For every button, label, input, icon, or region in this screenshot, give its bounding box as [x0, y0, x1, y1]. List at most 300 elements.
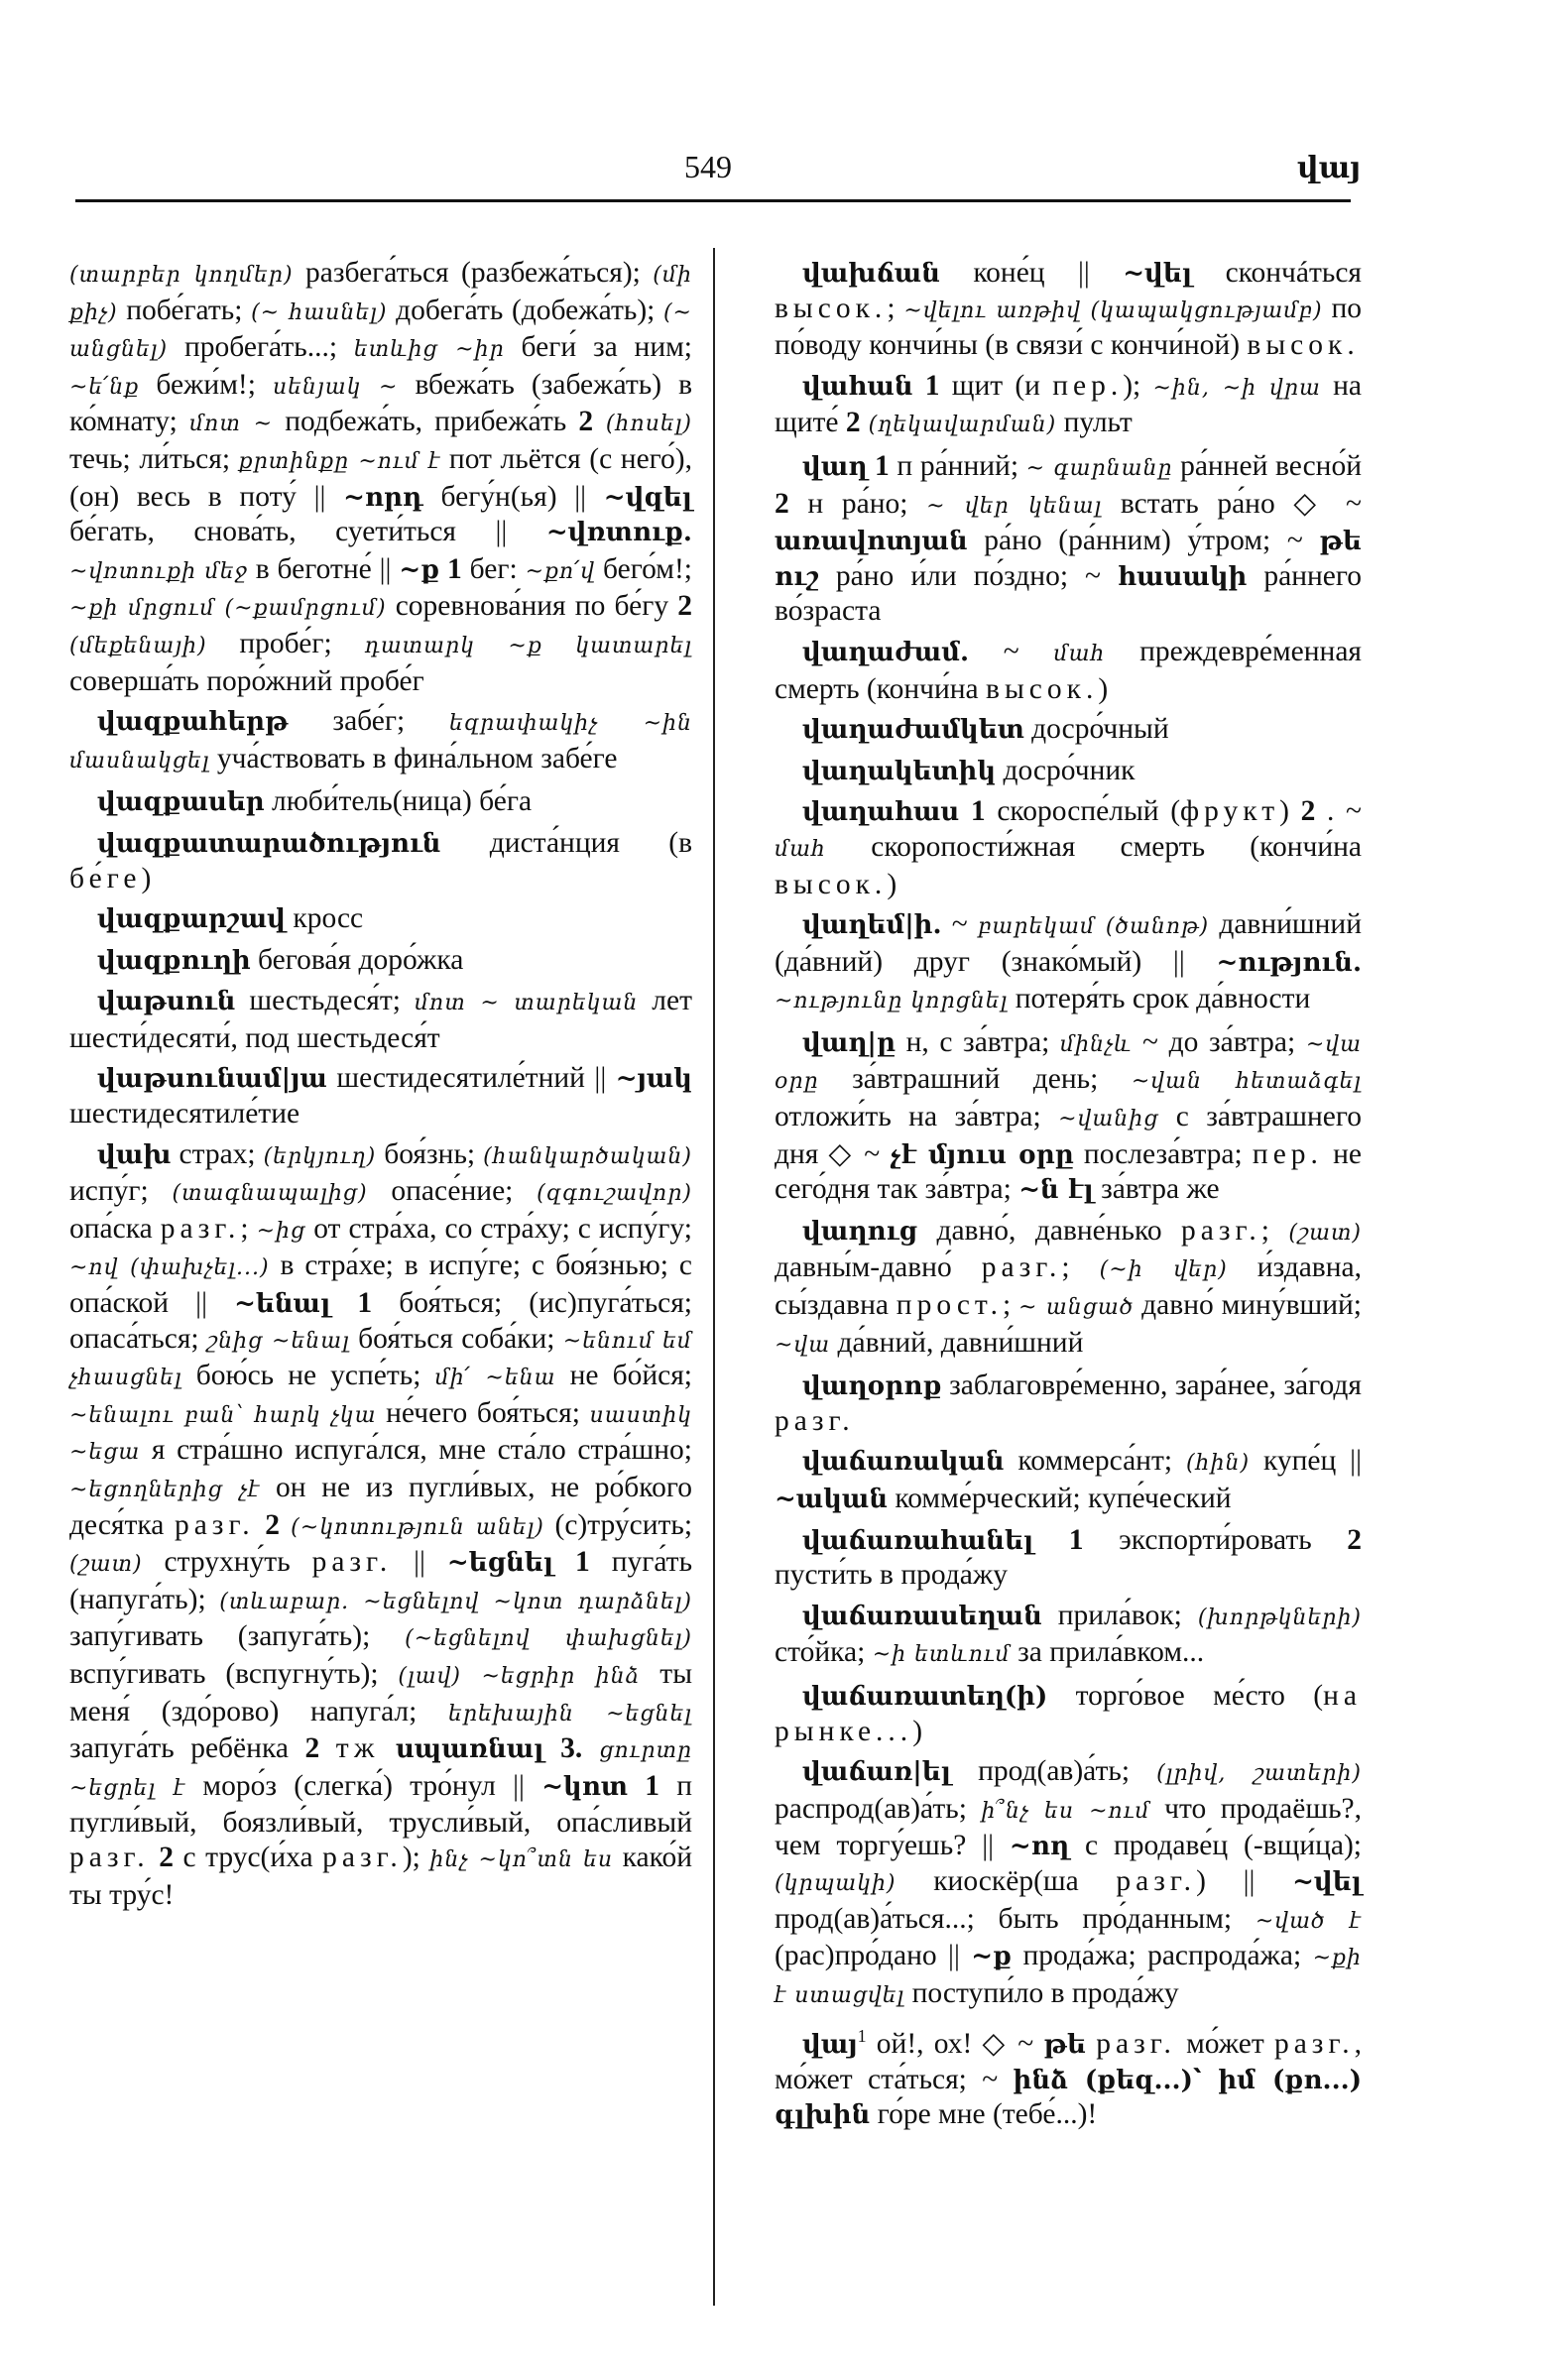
- russian-translation: бе́гать, снова́ть, суети́ться ||: [69, 516, 546, 548]
- headword: ~որդ: [343, 482, 423, 513]
- dictionary-entry: [775, 256, 1362, 363]
- headword: վաղաժամկետ: [802, 715, 1024, 746]
- armenian-example: (կրպակի): [775, 1870, 897, 1896]
- russian-translation: мо́жет: [1175, 2028, 1274, 2061]
- russian-translation: беги́ за ним;: [504, 331, 692, 364]
- usage-label: разг.: [322, 1841, 403, 1873]
- dictionary-entry: [775, 907, 1362, 1019]
- armenian-example: ~վա: [775, 1332, 831, 1358]
- russian-translation: вбежа́ть (забежа́ть) в ко́мнату;: [69, 368, 692, 438]
- left-column: [69, 256, 692, 1912]
- russian-translation: за́втра же: [1093, 1173, 1220, 1206]
- russian-translation: бою́сь не успе́ть;: [181, 1360, 435, 1392]
- armenian-example: ի՞նչ ես ~ում: [981, 1798, 1150, 1824]
- russian-translation: не сего́дня так за́втра;: [775, 1137, 1362, 1206]
- russian-translation: , мо́жет ста́ться; ~: [775, 2028, 1362, 2095]
- russian-translation: ;: [887, 292, 904, 324]
- armenian-example: (ղեկավարման): [860, 413, 1057, 438]
- armenian-example: (մի քիչ): [69, 263, 692, 325]
- russian-translation: за прила́вком...: [1010, 1636, 1205, 1669]
- russian-translation: пусти́ть в прода́жу: [775, 1559, 1009, 1592]
- armenian-example: ~վելու առթիվ (կապակցությամբ): [903, 298, 1323, 323]
- armenian-example: սաստիկ ~եցա: [69, 1402, 692, 1466]
- russian-translation: (с)тру́сить;: [543, 1508, 693, 1541]
- russian-translation: ;: [240, 1212, 257, 1245]
- russian-translation: ): [912, 1715, 923, 1747]
- russian-translation: с за́втрашнего дня ◇ ~: [775, 1101, 1363, 1170]
- armenian-example: ինչ ~կո՞տն ես: [429, 1846, 614, 1872]
- dictionary-entry: [775, 635, 1362, 706]
- armenian-example: (~ի վեր): [1099, 1257, 1228, 1283]
- russian-translation: течь; ли́ться;: [69, 442, 239, 475]
- headword: սպառնալ: [395, 1734, 544, 1765]
- armenian-example: շնից ~ենալ: [206, 1328, 350, 1354]
- russian-translation: давни́шний (да́вний) друг (знако́мый) ||: [775, 908, 1362, 978]
- usage-label: на рынке...: [775, 1679, 1362, 1747]
- russian-translation: с трус(и́ха: [173, 1841, 323, 1873]
- dictionary-entry: [69, 984, 692, 1055]
- dictionary-entry: [775, 1599, 1362, 1673]
- russian-translation: и́здавна, сы́здавна: [775, 1251, 1362, 1322]
- russian-translation: досро́чный: [1023, 713, 1169, 746]
- dictionary-entry: [775, 1679, 1362, 1748]
- headword: ինձ (քեզ...)՝ իմ (քո...) գլխին: [775, 2065, 1362, 2131]
- armenian-example: (երկյուղ): [263, 1143, 377, 1169]
- headword: վահան: [802, 371, 913, 402]
- russian-translation: встать ра́но ◇ ~: [1102, 487, 1362, 520]
- headword: վաճառատեղ(ի): [802, 1681, 1048, 1712]
- armenian-example: ~քի մրցում (~քամրցում): [69, 596, 387, 622]
- dictionary-entry: [775, 1214, 1362, 1363]
- russian-translation: н ра́но;: [788, 487, 927, 520]
- sense-number: 2: [677, 590, 692, 623]
- russian-translation: скончáться: [1192, 257, 1362, 289]
- armenian-example: (լավ) ~եցրիր ինձ: [398, 1663, 641, 1689]
- russian-translation: скороспе́лый (: [985, 795, 1181, 828]
- dictionary-entry: [775, 1523, 1362, 1593]
- russian-translation: ): [1279, 795, 1301, 828]
- armenian-example: երեխային ~եցնել: [448, 1701, 693, 1726]
- headword: վաղօրոք: [802, 1371, 942, 1402]
- russian-translation: комме́рческий; купе́ческий: [888, 1483, 1232, 1514]
- usage-label: разг.: [69, 1841, 150, 1873]
- russian-translation: с продаве́ц (-вщи́ца);: [1069, 1830, 1363, 1862]
- russian-translation: в беготне́ ||: [247, 552, 400, 585]
- sense-number: 1: [627, 1769, 659, 1802]
- usage-label: разг.: [775, 1404, 855, 1437]
- headword: ~ական: [775, 1485, 889, 1514]
- dictionary-entry: [775, 1368, 1362, 1438]
- headword: թե ուշ: [775, 527, 1362, 592]
- armenian-example: ~քո՛վ: [525, 558, 596, 584]
- headword: վաղ: [802, 451, 868, 482]
- armenian-example: քրտինքը ~ում է: [238, 448, 441, 474]
- armenian-example: ~ությունը կորցնել: [775, 989, 1009, 1014]
- armenian-example: մոտ ~ տարեկան: [414, 991, 639, 1016]
- russian-translation: моро́з (слегка́) тро́нул ||: [185, 1769, 542, 1802]
- page-number: 549: [684, 149, 732, 184]
- armenian-example: ~ենալու բան՝ հարկ չկա: [69, 1402, 377, 1428]
- russian-translation: п пугли́вый, боязли́вый, трусли́вый, опа́сливый: [69, 1769, 692, 1840]
- russian-translation: . ~: [1315, 795, 1363, 828]
- russian-translation: ~: [941, 908, 978, 941]
- russian-translation: щит (и: [939, 369, 1053, 402]
- russian-translation: он не из пугли́вых, не ро́бкого деся́тка: [69, 1472, 692, 1541]
- sense-number: 2: [1347, 1523, 1362, 1556]
- russian-translation: преждевре́менная смерть (кончи́на: [775, 635, 1362, 705]
- usage-label: пер.: [1052, 369, 1124, 402]
- header-rule: [75, 199, 1351, 202]
- russian-translation: досро́чник: [996, 754, 1136, 786]
- armenian-example: ~ վեր կենալ: [926, 493, 1103, 519]
- armenian-example: ~ին, ~ի վրա: [1152, 375, 1321, 401]
- russian-translation: на щите́: [775, 369, 1362, 439]
- russian-translation: ): [141, 862, 152, 894]
- usage-label: разг.: [1096, 2028, 1176, 2061]
- headword: վաճառահանել: [802, 1525, 1034, 1556]
- armenian-example: մահ: [775, 836, 827, 862]
- russian-translation: ||: [392, 1546, 447, 1579]
- sense-number: 2: [775, 487, 789, 520]
- russian-translation: страх;: [171, 1137, 264, 1170]
- russian-translation: бегу́н(ья) ||: [422, 480, 604, 513]
- russian-translation: вспу́гивать (вспугну́ть);: [69, 1657, 399, 1690]
- armenian-example: (տագնապալից): [172, 1181, 368, 1207]
- russian-translation: ты меня́ (здо́рово) напуга́л;: [69, 1657, 693, 1727]
- russian-translation: пробега́ть...;: [168, 331, 354, 364]
- usage-label: тж: [335, 1732, 380, 1765]
- armenian-example: (~եցնելով փախցնել): [405, 1626, 693, 1652]
- russian-translation: );: [1123, 369, 1153, 402]
- dictionary-entry: [775, 2019, 1362, 2133]
- armenian-example: մոտ ~: [189, 412, 274, 437]
- russian-translation: уча́ствовать в фина́льном забе́ге: [209, 742, 618, 774]
- russian-translation: забе́г;: [288, 705, 450, 738]
- russian-translation: киоскёр(ша: [896, 1864, 1117, 1897]
- headword: ~ություն.: [1216, 947, 1362, 978]
- dictionary-entry: [775, 1444, 1362, 1516]
- dictionary-entry: [69, 901, 692, 937]
- russian-translation: ра́но и́ли по́здно; ~: [818, 559, 1118, 592]
- russian-translation: скоропости́жная смерть (кончи́на: [826, 830, 1362, 863]
- russian-translation: лет шести́десяти́, под шестьдеся́т: [69, 985, 692, 1054]
- dictionary-entry: [775, 1025, 1362, 1208]
- armenian-example: (~ անցնել): [69, 299, 692, 363]
- headword: չէ մյուս օրը: [890, 1139, 1074, 1170]
- headword: ~ք: [971, 1942, 1013, 1972]
- russian-translation: опасе́ние;: [367, 1175, 538, 1208]
- armenian-example: ~վան հետաձգել: [1131, 1069, 1363, 1095]
- armenian-example: ~ից: [256, 1218, 306, 1244]
- russian-translation: [319, 1732, 336, 1764]
- russian-translation: подбежа́ть, прибежа́ть: [273, 406, 579, 438]
- sense-number: 2: [304, 1732, 320, 1765]
- armenian-example: բարեկամ (ծանոթ): [977, 914, 1210, 940]
- headword: վաթսուն: [97, 987, 236, 1017]
- usage-label: фрукт: [1180, 795, 1280, 828]
- russian-translation: н, с за́втра;: [895, 1025, 1060, 1058]
- armenian-example: ~ անցած: [1018, 1295, 1135, 1321]
- russian-translation: боя́знь;: [376, 1137, 484, 1170]
- russian-translation: торго́вое ме́сто (: [1047, 1679, 1324, 1712]
- sense-number: 2: [845, 407, 861, 439]
- headword: վազքահերթ: [97, 707, 289, 738]
- usage-label: высок.: [1247, 329, 1360, 362]
- russian-translation: распрод(ав)а́ть;: [775, 1792, 982, 1825]
- headword: թե: [1043, 2030, 1087, 2061]
- sense-number: 1: [330, 1287, 373, 1320]
- armenian-example: ~ գարնանը: [1025, 455, 1173, 481]
- dictionary-entry: [775, 754, 1362, 789]
- usage-label: высок.: [775, 292, 888, 324]
- headword: վաճառ|ել: [802, 1757, 952, 1788]
- headword: վազքասեր: [97, 787, 265, 818]
- sense-number: 1: [912, 369, 940, 402]
- russian-translation: п ра́нний;: [889, 449, 1026, 482]
- russian-translation: прод(ав)а́ть;: [951, 1755, 1157, 1788]
- russian-translation: ;: [1002, 1289, 1019, 1322]
- russian-translation: шестидесятиле́тие: [69, 1098, 300, 1130]
- russian-translation: бежи́м!;: [139, 368, 273, 401]
- headword: վաթսունամ|յա: [97, 1064, 327, 1095]
- usage-label: разг.: [1273, 2028, 1355, 2061]
- russian-translation: послеза́втра;: [1073, 1137, 1253, 1170]
- russian-translation: [1086, 2028, 1096, 2060]
- armenian-example: (շատ): [1288, 1220, 1362, 1246]
- armenian-example: եզրափակիչ ~ին մասնակցել: [69, 711, 692, 774]
- armenian-example: (զգուշավոր): [537, 1181, 692, 1207]
- armenian-example: ~քի է ստացվել: [775, 1946, 1362, 2008]
- russian-translation: что продаёшь?, чем торгу́ешь? ||: [775, 1792, 1362, 1862]
- russian-translation: пуга́ть (напуга́ть);: [69, 1546, 693, 1615]
- russian-translation: отложи́ть на за́втра;: [775, 1101, 1059, 1133]
- russian-translation: поступи́ло в прода́жу: [904, 1976, 1179, 2009]
- headword: վաճառական: [802, 1447, 1005, 1478]
- headword: ~յակ: [615, 1064, 692, 1095]
- russian-translation: [379, 1732, 396, 1764]
- headword: վաղուց: [802, 1216, 917, 1247]
- dictionary-entry: [69, 704, 692, 778]
- russian-translation: прила́вок;: [1041, 1599, 1198, 1631]
- russian-translation: прод(ав)а́ться...; быть про́данным;: [775, 1902, 1256, 1935]
- russian-translation: купе́ц ||: [1250, 1445, 1362, 1478]
- dictionary-entry: [775, 369, 1362, 443]
- headword: ~կոտ: [541, 1771, 628, 1802]
- headword: ~եցնել: [446, 1548, 554, 1579]
- russian-translation: пульт: [1056, 407, 1133, 439]
- usage-label: бе́ге: [69, 862, 142, 894]
- armenian-example: ~եցողներից չէ: [69, 1478, 261, 1502]
- headword: վախճան: [802, 259, 940, 289]
- headword: վաղակետիկ: [802, 756, 997, 786]
- russian-translation: ра́ннего во́зраста: [775, 559, 1362, 628]
- russian-translation: люби́тель(ница) бе́га: [264, 785, 533, 818]
- headword: վաղ|ը: [802, 1027, 896, 1058]
- headword: վազքուղի: [97, 945, 251, 976]
- sense-number: 2: [254, 1508, 280, 1541]
- russian-translation: шестидесятиле́тний ||: [326, 1062, 616, 1095]
- russian-translation: давно́, давне́нько: [916, 1214, 1182, 1247]
- russian-translation: шестьдеся́т;: [235, 985, 415, 1017]
- russian-translation: боя́ться соба́ки;: [349, 1322, 563, 1355]
- sense-number: 2: [578, 406, 594, 438]
- russian-translation: запу́гивать (запуга́ть);: [69, 1620, 406, 1653]
- headword: ~վել: [1292, 1866, 1362, 1897]
- sense-number: 1: [1033, 1523, 1084, 1556]
- usage-label: высок.: [775, 868, 888, 900]
- armenian-example: (հանկարծական): [483, 1143, 693, 1169]
- armenian-example: սենյակ ~: [272, 374, 399, 400]
- headword: վազքատարածություն: [97, 828, 441, 859]
- dictionary-entry: [69, 784, 692, 820]
- russian-translation: не бо́йся;: [555, 1360, 692, 1392]
- russian-translation: кросс: [286, 902, 364, 935]
- sense-number: 1: [439, 552, 462, 585]
- usage-label: разг.: [160, 1212, 241, 1245]
- russian-translation: ): [1098, 672, 1109, 705]
- russian-translation: бегова́я доро́жка: [250, 943, 464, 976]
- russian-translation: разбега́ться (разбежа́ться);: [293, 257, 654, 289]
- headword: վաղեմ|ի.: [802, 910, 942, 941]
- armenian-example: դատարկ ~ք կատարել: [364, 633, 692, 658]
- armenian-example: մինչև: [1059, 1031, 1133, 1057]
- headword: վաղահաս: [802, 797, 960, 828]
- russian-translation: испу́г;: [69, 1175, 173, 1208]
- headword: հասակի: [1118, 561, 1248, 592]
- russian-translation: струхну́ть: [142, 1546, 312, 1579]
- armenian-example: (հին): [1185, 1451, 1251, 1477]
- armenian-example: ցուրտը ~եցրել է: [69, 1738, 693, 1801]
- armenian-example: (տևաբար. ~եցնելով ~կոտ դարձնել): [219, 1589, 692, 1614]
- russian-translation: коммерса́нт;: [1004, 1445, 1186, 1478]
- russian-translation: ): [887, 868, 897, 900]
- russian-translation: пот льётся (с него́), (он) весь в поту́ ||: [69, 442, 692, 513]
- armenian-example: ~վռտուքի մեջ: [69, 558, 248, 584]
- dictionary-entry: [775, 712, 1362, 748]
- headword: ~ող: [1009, 1832, 1070, 1862]
- russian-translation: боя́ться; (ис)пуга́ться; опаса́ться;: [69, 1287, 693, 1355]
- headword: վախ: [97, 1139, 172, 1170]
- armenian-example: (~ հասնել): [251, 299, 388, 325]
- russian-translation: давно́ мину́вший;: [1134, 1289, 1362, 1322]
- sense-number: 1: [553, 1546, 590, 1579]
- armenian-example: ~ենում եմ չհասցնել: [69, 1328, 693, 1391]
- russian-translation: экспорти́ровать: [1083, 1523, 1348, 1556]
- russian-translation: бег:: [461, 552, 526, 585]
- russian-translation: я стра́шно испуга́лся, мне ста́ло стра́шно;: [140, 1434, 692, 1467]
- headword: վազքարշավ: [97, 904, 286, 935]
- russian-translation: прода́жа; распрода́жа;: [1012, 1940, 1313, 1972]
- right-column: [775, 256, 1362, 2133]
- armenian-example: ~ված է: [1255, 1908, 1363, 1934]
- russian-translation: в стра́хе; в испу́ге; с боя́знью; с опа́ской ||: [69, 1250, 693, 1320]
- russian-translation: давны́м-давно́: [775, 1251, 982, 1284]
- headword: վայ: [802, 2030, 858, 2061]
- russian-translation: заблаговре́менно, зара́нее, за́годя: [941, 1369, 1362, 1402]
- armenian-example: (հոսել): [593, 412, 692, 437]
- russian-translation: соревнова́ния по бе́гу: [386, 590, 678, 623]
- russian-translation: да́вний, давни́шний: [830, 1326, 1084, 1359]
- russian-translation: ;: [1260, 1214, 1289, 1247]
- armenian-example: մահ: [1053, 641, 1106, 666]
- headword: ~ն էլ: [1018, 1175, 1094, 1206]
- armenian-example: (լրիվ, շատերի): [1156, 1761, 1362, 1787]
- armenian-example: մի՛ ~ենա: [434, 1366, 556, 1391]
- armenian-example: (տարբեր կողմեր): [69, 263, 294, 288]
- russian-translation: соверша́ть поро́жний пробе́г: [69, 664, 424, 697]
- armenian-example: ետևից ~իր: [353, 337, 505, 363]
- russian-translation: ~ до за́втра;: [1132, 1025, 1306, 1058]
- armenian-example: ~ի ետևում: [872, 1642, 1011, 1668]
- usage-label: разг.: [981, 1251, 1062, 1284]
- headword: առավոտյան: [775, 527, 968, 557]
- headword: ~վզել: [603, 482, 692, 513]
- usage-label: разг.: [311, 1546, 393, 1579]
- armenian-example: ~ով (փախչել...): [69, 1255, 270, 1281]
- headword: վաղաժամ.: [802, 637, 970, 667]
- dictionary-entry: [69, 1061, 692, 1130]
- russian-translation: за́втрашний день;: [818, 1063, 1132, 1096]
- russian-translation: ой!, ох! ◇ ~: [866, 2028, 1044, 2061]
- headword: ~ք: [399, 554, 440, 585]
- sense-number: 1: [959, 795, 986, 828]
- sense-number: 2: [149, 1841, 174, 1873]
- sense-number: 2: [1300, 795, 1316, 828]
- column-divider: [713, 248, 715, 2306]
- usage-label: разг.: [1181, 1214, 1261, 1247]
- armenian-example: ~ե՛նք: [69, 374, 140, 400]
- armenian-example: (խորթկների): [1197, 1605, 1362, 1630]
- russian-translation: );: [402, 1841, 430, 1873]
- russian-translation: опа́ска: [69, 1212, 161, 1245]
- dictionary-entry: [775, 449, 1362, 629]
- entry-continuation: [69, 256, 692, 698]
- usage-label: разг.: [174, 1508, 255, 1541]
- russian-translation: пробе́г;: [206, 627, 365, 659]
- sense-number: 3.: [543, 1732, 583, 1765]
- russian-translation: по по́воду кончи́ны (в связи́ с кончи́ной): [775, 292, 1362, 362]
- armenian-example: ~վանից: [1058, 1107, 1159, 1132]
- armenian-example: ~վա օրը: [775, 1031, 1362, 1095]
- russian-translation: запуга́ть ребёнка: [69, 1732, 305, 1765]
- dictionary-entry: [775, 1754, 1362, 2013]
- armenian-example: (~կոտություն անել): [279, 1514, 544, 1540]
- russian-translation: коне́ц ||: [939, 257, 1124, 289]
- russian-translation: (рас)про́дано ||: [775, 1940, 972, 1972]
- headword: վաճառասեղան: [802, 1601, 1042, 1631]
- russian-translation: ра́но (ра́нним) у́тром; ~: [967, 525, 1320, 557]
- usage-label: разг.: [1116, 1864, 1197, 1897]
- russian-translation: ра́нней весно́й: [1172, 449, 1362, 482]
- russian-translation: бего́м!;: [595, 552, 692, 585]
- dictionary-entry: [69, 943, 692, 979]
- russian-translation: го́ре мне (тебе́...)!: [870, 2098, 1098, 2131]
- sense-number: 1: [867, 449, 890, 482]
- russian-translation: сто́йка;: [775, 1636, 873, 1669]
- russian-translation: побе́гать;: [117, 294, 252, 326]
- running-head: վայ: [1297, 151, 1362, 185]
- headword: ~վել: [1123, 259, 1193, 289]
- russian-translation: ) ||: [1196, 1864, 1293, 1897]
- usage-label: прост.: [896, 1289, 1003, 1322]
- usage-label: высок.: [986, 672, 1099, 705]
- russian-translation: от стра́ха, со стра́ху; с испу́гу;: [305, 1212, 692, 1245]
- russian-translation: како́й ты тру́с!: [69, 1841, 692, 1911]
- homonym-index: 1: [857, 2026, 867, 2047]
- dictionary-entry: [69, 1137, 692, 1912]
- dictionary-entry: [69, 826, 692, 895]
- dictionary-entry: [775, 794, 1362, 901]
